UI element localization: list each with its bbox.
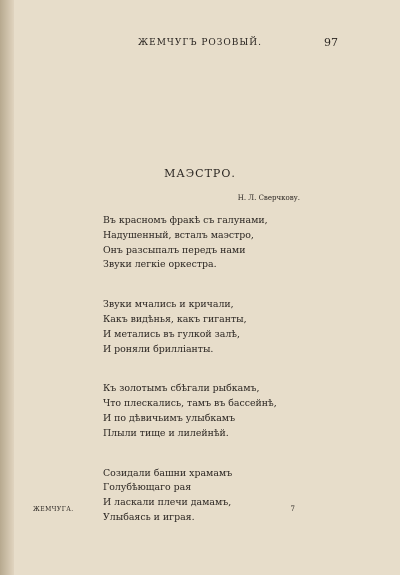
poem-dedication: Н. Л. Сверчкову. [237,194,300,202]
poem-line: И ласкали плечи дамамъ, [103,497,232,509]
poem-line: Надушенный, всталъ маэстро, [103,229,254,241]
running-title: ЖЕМЧУГЪ РОЗОВЫЙ. [138,38,262,48]
poem-line: Созидали башни храмамъ [103,467,233,479]
sheet-number: 7 [290,505,295,513]
poem-line: И роняли брилліанты. [103,343,214,355]
poem-body [103,214,277,551]
poem-line: Какъ видѣнья, какъ гиганты, [103,313,247,325]
page-number: 97 [324,36,338,49]
poem-line: И по дѣвичьимъ улыбкамъ [103,412,236,424]
poem-line: Онъ разсыпалъ передъ нами [103,244,246,256]
stanza-2 [103,298,277,357]
poem-line: Голубѣющаго рая [103,482,192,494]
stanza-1 [103,214,277,273]
poem-line: Къ золотымъ сбѣгали рыбкамъ, [103,383,260,395]
poem-line: Что плескались, тамъ въ бассейнѣ, [103,398,277,410]
poem-line: И метались въ гулкой залѣ, [103,328,240,340]
poem-line: Плыли тище и лилейнѣй. [103,427,229,439]
poem-line: Звуки легкiе оркестра. [103,259,217,271]
poem-line: Въ красномъ фракѣ съ галунами, [103,215,268,226]
stanza-4 [103,467,277,526]
signature-mark: ЖЕМЧУГА. [33,506,74,513]
poem-line: Звуки мчались и кричали, [103,299,234,311]
stanza-3 [103,382,277,441]
poem-line: Улыбаясь и играя. [103,511,195,523]
poem-title: МАЭСТРО. [164,167,236,180]
